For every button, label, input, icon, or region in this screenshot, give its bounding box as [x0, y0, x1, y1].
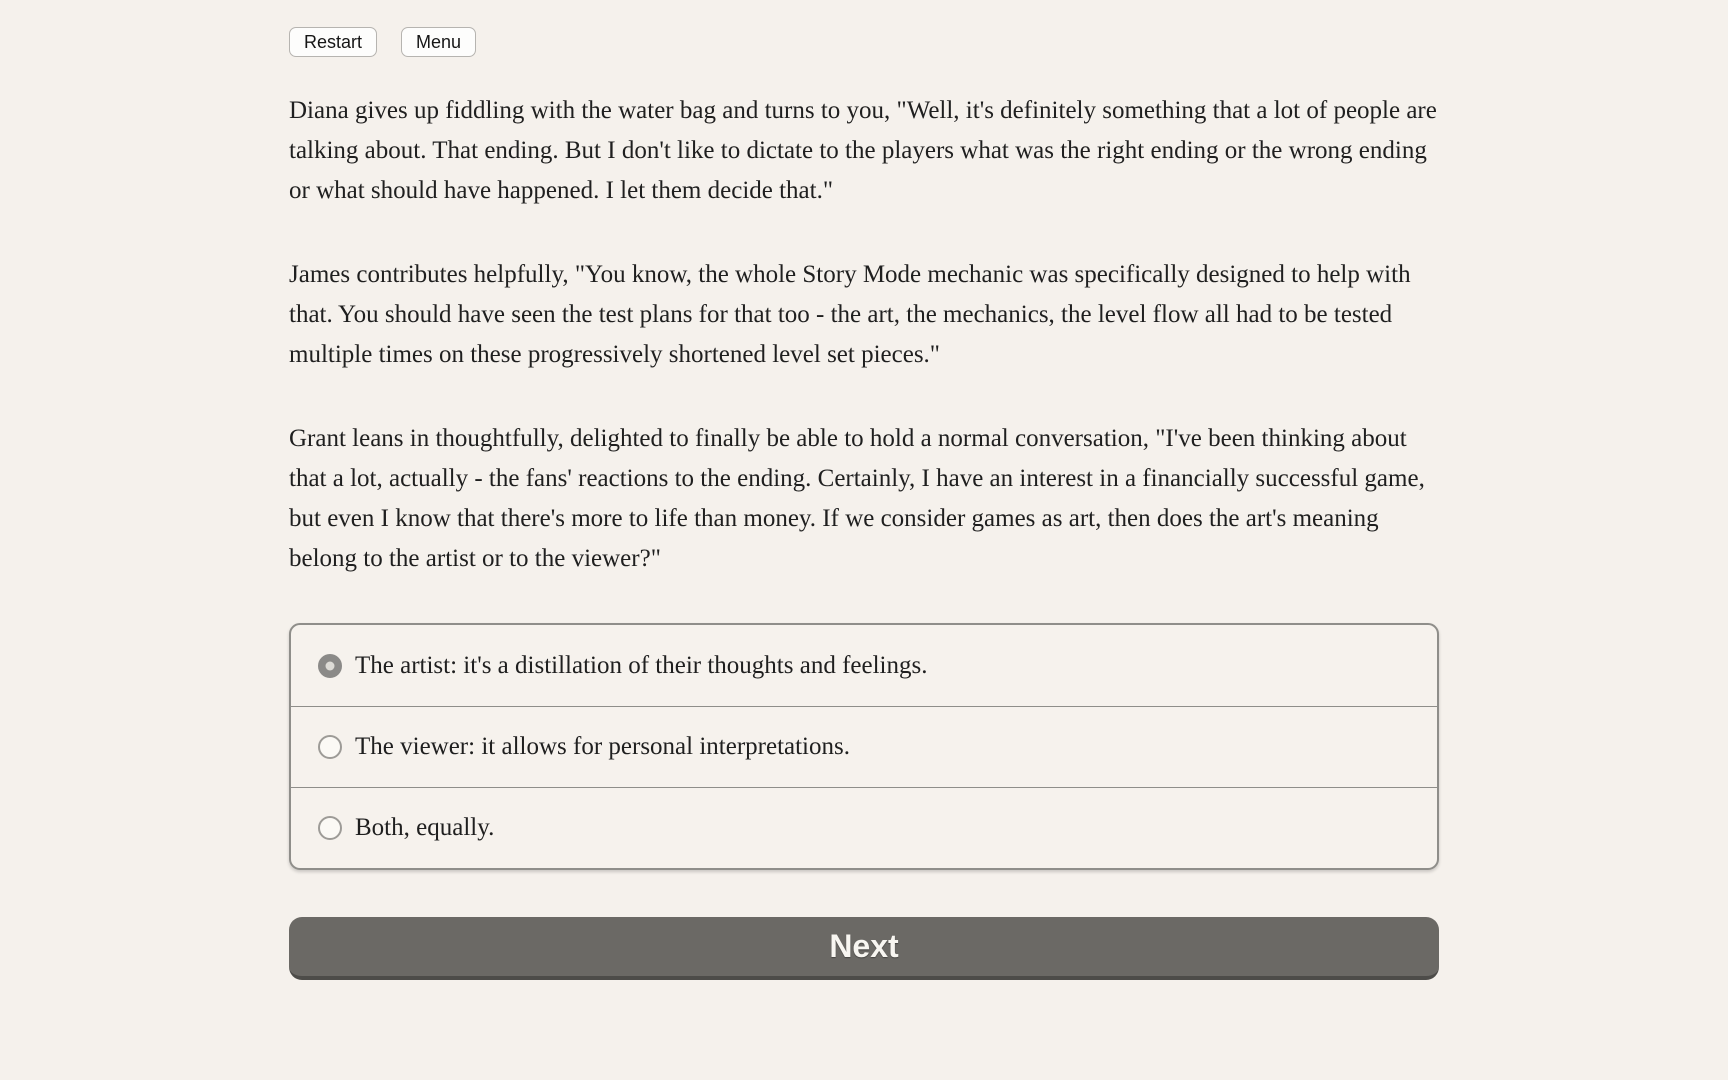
restart-button[interactable]: Restart: [289, 27, 377, 57]
next-button[interactable]: Next: [289, 917, 1439, 980]
story-text: [289, 91, 1439, 579]
menu-button[interactable]: Menu: [401, 27, 476, 57]
radio-button-icon[interactable]: [318, 735, 342, 759]
choice-option-label: Both, equally.: [355, 814, 495, 841]
choice-list: [289, 623, 1439, 870]
choice-option-artist[interactable]: [291, 625, 1437, 706]
story-paragraph: Grant leans in thoughtfully, delighted to finally be able to hold a normal conversation, "I've been thinking about that a lot, actually - the fans' reactions to the ending. Certainly, I have an interest in a financially successful game, but even I know that there's more to life than money. If we consider games as art, then does the art's meaning belong to the artist or to the viewer?": [289, 425, 1425, 572]
story-page: [289, 0, 1439, 980]
choice-option-label: The viewer: it allows for personal interpretations.: [355, 733, 850, 760]
toolbar: [289, 27, 1439, 57]
radio-button-icon[interactable]: [318, 816, 342, 840]
choice-option-viewer[interactable]: [291, 706, 1437, 787]
radio-button-icon[interactable]: [318, 654, 342, 678]
story-paragraph: James contributes helpfully, "You know, the whole Story Mode mechanic was specifically designed to help with that. You should have seen the test plans for that too - the art, the mechanics, the level flow all had to be tested multiple times on these progressively shortened level set pieces.": [289, 261, 1411, 368]
story-paragraph: Diana gives up fiddling with the water bag and turns to you, "Well, it's definitely something that a lot of people are talking about. That ending. But I don't like to dictate to the players what was the right ending or the wrong ending or what should have happened. I let them decide that.": [289, 97, 1437, 204]
choice-option-both[interactable]: [291, 787, 1437, 868]
choice-option-label: The artist: it's a distillation of their thoughts and feelings.: [355, 651, 928, 679]
